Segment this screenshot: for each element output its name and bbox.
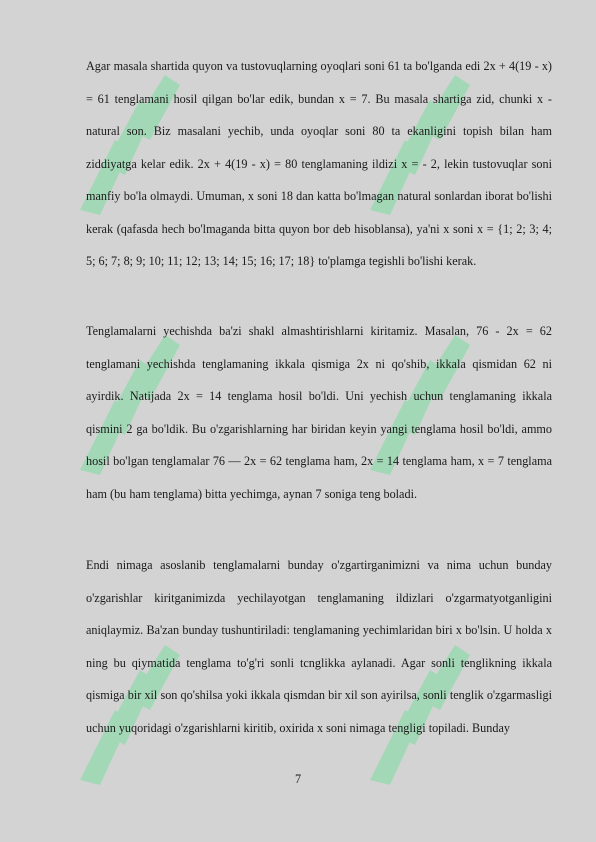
- paragraph-3: [86, 549, 552, 744]
- paragraph-2: [86, 315, 552, 510]
- page-number: 7: [294, 772, 302, 786]
- paragraph-text: Agar masala shartida quyon va tustovuqlarning oyoqlari soni 61 ta bo'lganda edi 2x + 4(19 - x) = 61 tenglamani hosil qilgan bo'lar edik, bundan x = 7. Bu masala shartiga zid, chunki x - natural son. Biz masalani yechib, unda oyoqlar soni 80 ta ekanligini topish bilan ham ziddiyatga kelar edik. 2x + 4(19 - x) = 80 tenglamaning ildizi x = - 2, lekin tustovuqlar soni manfiy bo'la olmaydi. Umuman, x soni 18 dan katta bo'lmagan natural sonlardan iborat bo'lishi kerak (qafasda hech bo'lmaganda bitta quyon bor deb hisoblansa), ya'ni x soni x = {1; 2; 3; 4; 5; 6; 7; 8; 9; 10; 11; 12; 13; 14; 15; 16; 17; 18} to'plamga tegishli bo'lishi kerak.: [86, 59, 552, 268]
- paragraph-1: [86, 50, 552, 278]
- paragraph-text: Endi nimaga asoslanib tenglamalarni bunday o'zgartirganimizni va nima uchun bunday o'zgarishlar kiritganimizda yechilayotgan tenglamaning ildizlari o'zgarmatyotganligini aniqlaymiz. Ba'zan bunday tushuntiriladi: tenglamaning yechimlaridan biri x bo'lsin. U holda x ning bu qiymatida tenglama to'g'ri sonli tcnglikka aylanadi. Agar sonli tenglikning ikkala qismiga bir xil son qo'shilsa yoki ikkala qismdan bir xil son ayirilsa, sonli tenglik o'zgarmasligi uchun yuqoridagi o'zgarishlarni kiritib, oxirida x soni nimaga tengligi topiladi. Bunday: [86, 558, 552, 735]
- paragraph-text: Tenglamalarni yechishda ba'zi shakl almashtirishlarni kiritamiz. Masalan, 76 - 2x = 62 tenglamani yechishda tenglamaning ikkala qismiga 2x ni qo'shib, ikkala qismidan 62 ni ayirdik. Natijada 2x = 14 tenglama hosil bo'ldi. Uni yechish uchun tenglamaning ikkala qismini 2 ga bo'ldik. Bu o'zgarishlarning har biridan keyin yangi tenglama hosil bo'ldi, ammo hosil bo'lgan tenglamalar 76 — 2x = 62 tenglama ham, 2x = 14 tenglama ham, x = 7 tenglama ham (bu ham tenglama) bitta yechimga, aynan 7 soniga teng boladi.: [86, 324, 552, 501]
